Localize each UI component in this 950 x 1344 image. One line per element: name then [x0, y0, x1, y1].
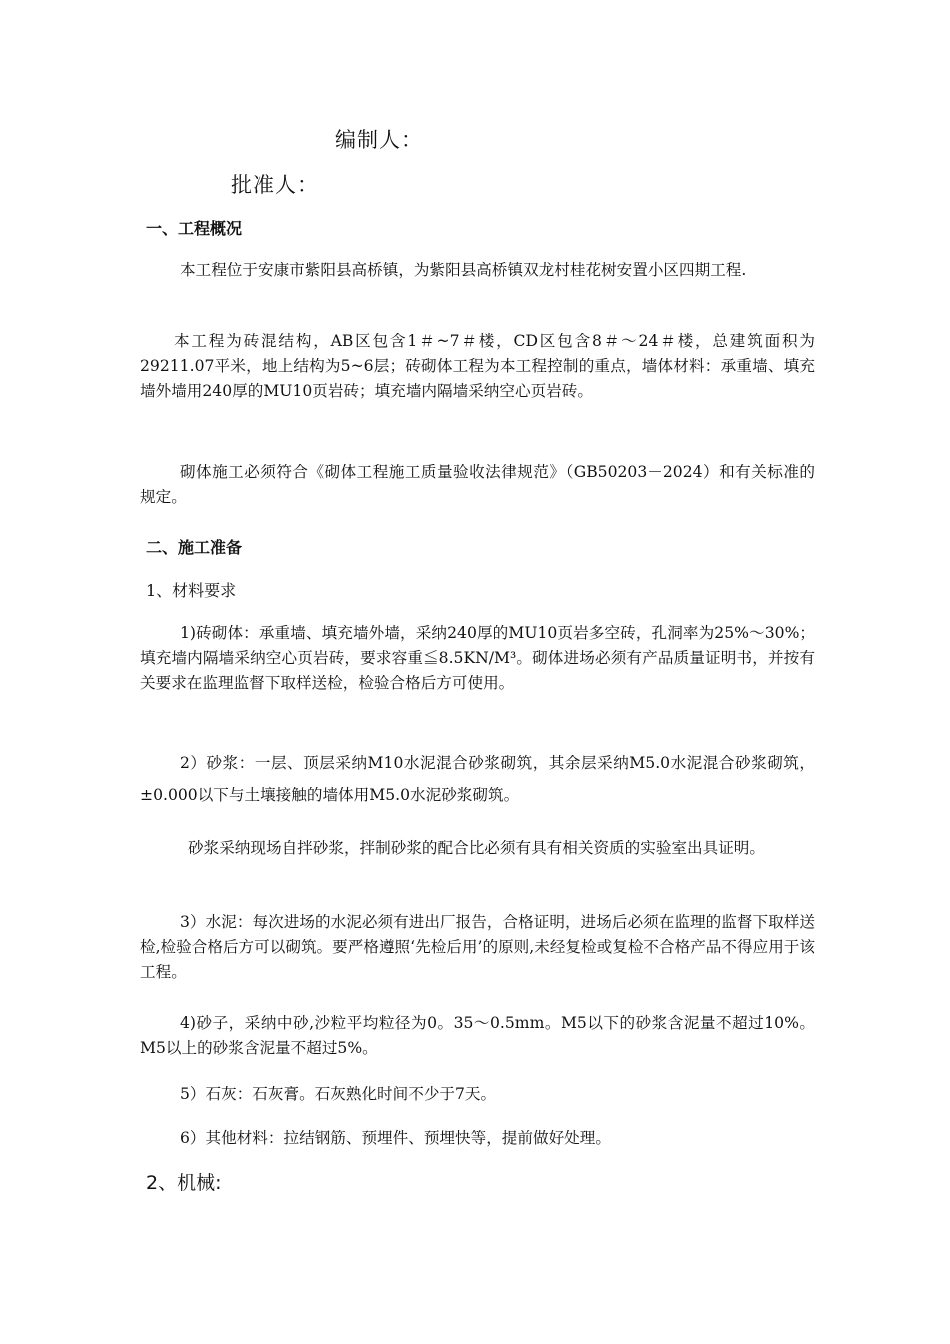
subheading-machinery: 2、机械: — [146, 1172, 222, 1194]
material-item-cement: 3）水泥：每次进场的水泥必须有进出厂报告，合格证明，进场后必须在监理的监督下取样送检,检验合格后方可以砌筑。要严格遵照‘先检后用’的原则,未经复检或复检不合格产品不得应用于该工程。 — [140, 913, 815, 981]
material-item-sand: 4)砂子，采纳中砂,沙粒平均粒径为0。35～0.5mm。M5以下的砂浆含泥量不超过10%。M5以上的砂浆含泥量不超过5%。 — [140, 1014, 815, 1057]
overview-paragraph-2: 本工程为砖混结构，AB区包含1＃~7＃楼，CD区包含8＃～24＃楼，总建筑面积为29211.07平米，地上结构为5~6层；砖砌体工程为本工程控制的重点，墙体材料：承重墙、填充墙外墙用240厚的MU10页岩砖；填充墙内隔墙采纳空心页岩砖。 — [140, 332, 815, 400]
approver-signature-label: 批准人： — [231, 173, 319, 197]
material-item-other: 6）其他材料：拉结钢筋、预埋件、预埋快等，提前做好处理。 — [180, 1129, 611, 1147]
material-item-mortar: 2）砂浆：一层、顶层采纳M10水泥混合砂浆砌筑，其余层采纳M5.0水泥混合砂浆砌筑，±0.000以下与土壤接触的墙体用M5.0水泥砂浆砌筑。 — [140, 754, 815, 804]
material-item-brick: 1)砖砌体：承重墙、填充墙外墙，采纳240厚的MU10页岩多空砖，孔洞率为25%～30%；填充墙内隔墙采纳空心页岩砖，要求容重≦8.5KN/M³。砌体进场必须有产品质量证明书，并按有关要求在监理监督下取样送检，检验合格后方可使用。 — [140, 624, 815, 692]
section-heading-overview: 一、工程概况 — [146, 219, 243, 238]
material-item-lime: 5）石灰：石灰膏。石灰熟化时间不少于7天。 — [180, 1085, 497, 1103]
section-heading-preparation: 二、施工准备 — [146, 538, 243, 557]
overview-paragraph-3: 砌体施工必须符合《砌体工程施工质量验收法律规范》（GB50203－2024）和有关标准的规定。 — [140, 463, 815, 506]
material-item-mortar-mix: 砂浆采纳现场自拌砂浆，拌制砂浆的配合比必须有具有相关资质的实验室出具证明。 — [188, 839, 765, 857]
subheading-material-requirements: 1、材料要求 — [146, 581, 237, 600]
overview-paragraph-1: 本工程位于安康市紫阳县高桥镇，为紫阳县高桥镇双龙村桂花树安置小区四期工程. — [180, 261, 747, 279]
compiler-signature-label: 编制人： — [335, 128, 423, 152]
